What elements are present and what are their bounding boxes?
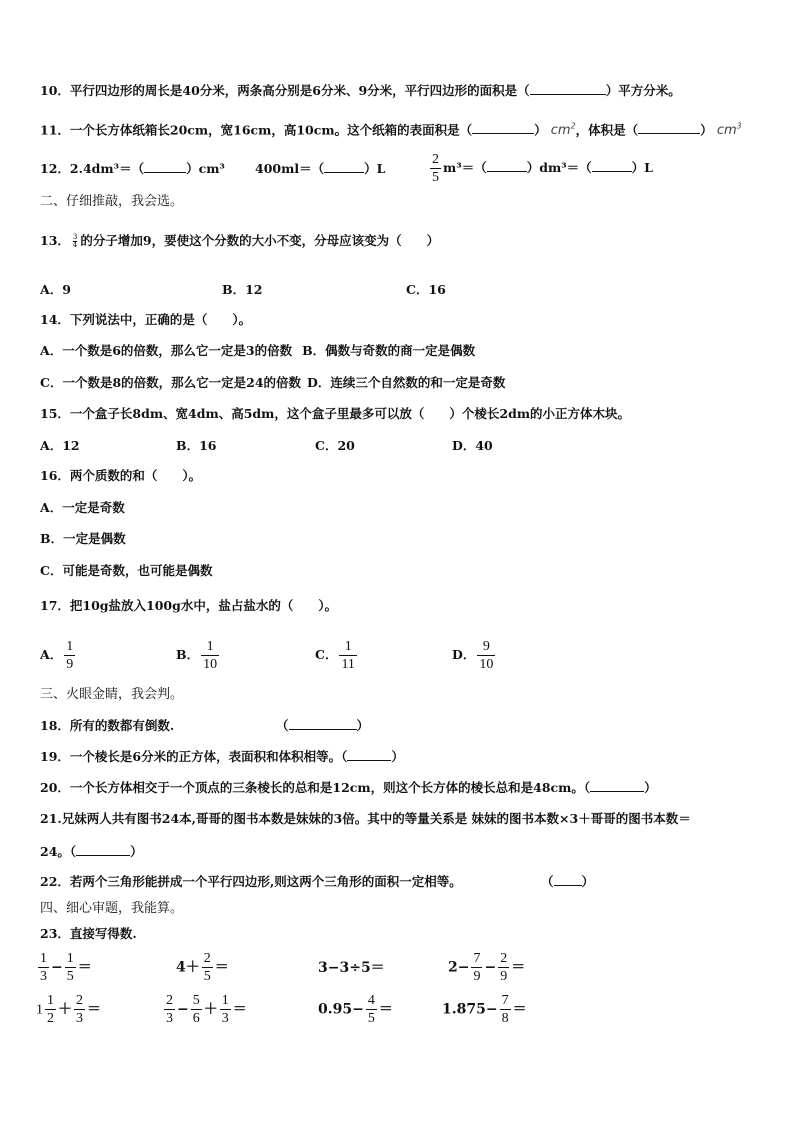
question-12-part-c: $\frac{2}{5}$ m³＝（ ）dm³＝（ ）L — [432, 152, 653, 185]
unit-cm2 — [547, 123, 576, 138]
answer-blank[interactable] — [324, 161, 364, 173]
answer-blank[interactable] — [554, 874, 582, 886]
fraction-denominator: 4 — [72, 241, 78, 249]
option-d[interactable]: D．连续三个自然数的和一定是奇数 — [307, 375, 506, 390]
fraction-numerator: 2 — [432, 152, 439, 167]
answer-blank[interactable] — [638, 122, 700, 134]
question-18: 18．所有的数都有倒数. — [40, 718, 175, 733]
fraction-numerator: 1 — [66, 951, 74, 966]
question-21-line-2: 24。（ ） — [40, 844, 143, 859]
expression-2: 4＋ $\frac{2}{5}$ ＝ — [176, 951, 229, 984]
option-a[interactable]: A．9 — [40, 282, 71, 297]
fraction-denominator: 2 — [47, 1011, 54, 1026]
answer-blank[interactable] — [487, 160, 527, 172]
fraction-numerator: 1 — [206, 639, 214, 654]
fraction-numerator: 4 — [367, 993, 375, 1008]
option-d[interactable]: D．40 — [452, 438, 493, 453]
math-part: 3 — [736, 122, 742, 131]
fraction-numerator: 7 — [473, 951, 481, 966]
fraction-denominator: 8 — [501, 1011, 509, 1026]
fraction — [366, 992, 377, 1027]
question-17: 17．把10g盐放入100g水中，盐占盐水的（ ）。 — [40, 598, 338, 613]
question-14: 14．下列说法中，正确的是（ ）。 — [40, 312, 252, 327]
option-a[interactable]: A．12 — [40, 438, 80, 453]
fraction-numerator: 5 — [192, 993, 200, 1008]
fraction-denominator: 3 — [221, 1011, 229, 1026]
fraction-numerator: 9 — [482, 639, 490, 654]
answer-blank[interactable] — [592, 160, 632, 172]
option-b[interactable]: B．12 — [222, 282, 263, 297]
fraction-numerator: 7 — [501, 993, 509, 1008]
math-part: 3 — [72, 233, 78, 241]
fraction-numerator: 1 — [221, 993, 229, 1008]
option-b[interactable]: B．16 — [176, 438, 217, 453]
question-10: 10．平行四边形的周长是40分米，两条高分别是6分米、9分米，平行四边形的面积是（ ）平方分米。 — [40, 83, 681, 98]
answer-blank[interactable] — [590, 780, 644, 792]
expression-5: 1 $\frac{1}{2}$ ＋ $\frac{2}{3}$ ＝ — [36, 993, 101, 1026]
option-c[interactable]: C．可能是奇数，也可能是偶数 — [40, 563, 213, 578]
fraction — [65, 950, 76, 985]
option-c[interactable]: C． $\frac{1}{11}$ — [315, 639, 355, 672]
question-12-part-a: 12．2.4dm³＝（ ）cm³ — [40, 161, 225, 176]
fraction-denominator: 10 — [479, 657, 494, 672]
option-row — [40, 374, 505, 392]
fraction — [164, 992, 175, 1027]
fraction-denominator: 10 — [203, 657, 218, 672]
fraction-denominator: 3 — [76, 1011, 83, 1026]
math-part: 2 — [570, 122, 576, 131]
fraction-numerator: 1 — [47, 993, 54, 1008]
expression-6: $\frac{2}{3}$ − $\frac{5}{6}$ ＋ $\frac{1}{3}$ ＝ — [166, 993, 247, 1026]
fraction-denominator: 6 — [192, 1011, 200, 1026]
math-part: cm — [550, 123, 571, 139]
fraction-numerator: 1 — [66, 639, 74, 654]
answer-blank[interactable] — [347, 749, 391, 761]
fraction-numerator: 1 — [40, 951, 47, 966]
section-heading-4: 四、细心审题，我能算。 — [40, 901, 184, 916]
question-15: 15．一个盒子长8dm、宽4dm、高5dm，这个盒子里最多可以放（ ）个棱长2dm的小正方体木块。 — [40, 406, 631, 421]
fraction — [202, 950, 213, 985]
option-c[interactable]: C．一个数是8的倍数，那么它一定是24的倍数 — [40, 375, 302, 390]
expression-7: 0.95− $\frac{4}{5}$ ＝ — [318, 993, 393, 1026]
fraction-denominator: 5 — [66, 969, 74, 984]
judgement-answer: （ ） — [276, 718, 370, 733]
question-11: 11．一个长方体纸箱长20cm，宽16cm，高10cm。这个纸箱的表面积是（ ） $cm^2$，体积是（ ） $cm^3$ — [40, 122, 742, 139]
fraction-denominator: 9 — [500, 969, 508, 984]
expression-3: 3−3÷5＝ — [318, 960, 385, 976]
option-b[interactable]: B．一定是偶数 — [40, 531, 126, 546]
fraction-denominator: 3 — [40, 969, 47, 984]
fraction-numerator: 2 — [76, 993, 83, 1008]
option-a[interactable]: A．一定是奇数 — [40, 500, 125, 515]
fraction-denominator: 11 — [341, 657, 355, 672]
fraction-denominator: 9 — [473, 969, 481, 984]
fraction — [73, 234, 77, 249]
answer-blank[interactable] — [289, 718, 357, 730]
option-b[interactable]: B． $\frac{1}{10}$ — [176, 639, 218, 672]
fraction — [498, 950, 509, 985]
fraction — [477, 638, 495, 673]
fraction-denominator: 3 — [166, 1011, 173, 1026]
question-19: 19．一个棱长是6分米的正方体，表面积和体积相等。（ ） — [40, 749, 404, 764]
option-row — [40, 342, 475, 360]
option-a[interactable]: A． $\frac{1}{9}$ — [40, 639, 74, 672]
math-part: cm — [716, 123, 737, 139]
fraction — [500, 992, 511, 1027]
answer-blank[interactable] — [144, 161, 186, 173]
question-16: 16．两个质数的和（ ）。 — [40, 468, 202, 483]
fraction — [45, 992, 56, 1027]
fraction-numerator: 2 — [166, 993, 173, 1008]
option-d[interactable]: D． $\frac{9}{10}$ — [452, 639, 494, 672]
fraction — [339, 638, 356, 673]
fraction — [430, 151, 441, 186]
fraction-numerator: 1 — [344, 639, 352, 654]
question-22: 22．若两个三角形能拼成一个平行四边形,则这两个三角形的面积一定相等。 — [40, 874, 462, 889]
judgement-answer: （ ） — [541, 874, 595, 889]
question-23: 23．直接写得数. — [40, 926, 137, 941]
fraction — [38, 950, 49, 985]
fraction-numerator: 2 — [500, 951, 508, 966]
answer-blank[interactable] — [530, 83, 606, 95]
expression-4: 2− $\frac{7}{9}$ − $\frac{2}{9}$ ＝ — [448, 951, 526, 984]
answer-blank[interactable] — [472, 122, 534, 134]
fraction — [220, 992, 231, 1027]
expression-1: $\frac{1}{3}$ − $\frac{1}{5}$ ＝ — [40, 951, 92, 984]
question-21: 21.兄妹两人共有图书24本,哥哥的图书本数是妹妹的3倍。其中的等量关系是 妹妹的图书本数×3＋哥哥的图书本数＝ — [40, 811, 691, 826]
fraction — [201, 638, 219, 673]
fraction — [471, 950, 482, 985]
fraction — [74, 992, 85, 1027]
answer-blank[interactable] — [76, 844, 130, 856]
question-13: 13． $\frac{3}{4}$ 的分子增加9，要使这个分数的大小不变，分母应该变为（ ） — [40, 233, 440, 249]
fraction-denominator: 5 — [367, 1011, 375, 1026]
section-heading-2: 二、仔细推敲，我会选。 — [40, 194, 184, 209]
fraction-denominator: 5 — [203, 969, 211, 984]
question-20: 20．一个长方体相交于一个顶点的三条棱长的总和是12cm，则这个长方体的棱长总和是48cm。（ ） — [40, 780, 657, 795]
fraction-numerator: 2 — [203, 951, 211, 966]
option-c[interactable]: C．16 — [406, 282, 446, 297]
unit-cm3 — [713, 123, 742, 138]
option-a[interactable]: A．一个数是6的倍数，那么它一定是3的倍数 — [40, 343, 293, 358]
section-heading-3: 三、火眼金睛，我会判。 — [40, 687, 184, 702]
question-12-part-b: 400ml＝（ ）L — [255, 161, 386, 176]
expression-8: 1.875− $\frac{7}{8}$ ＝ — [442, 993, 527, 1026]
fraction — [191, 992, 202, 1027]
fraction-denominator: 9 — [66, 657, 74, 672]
fraction — [64, 638, 75, 673]
option-c[interactable]: C．20 — [315, 438, 355, 453]
fraction-denominator: 5 — [432, 170, 439, 185]
option-b[interactable]: B．偶数与奇数的商一定是偶数 — [302, 343, 476, 358]
